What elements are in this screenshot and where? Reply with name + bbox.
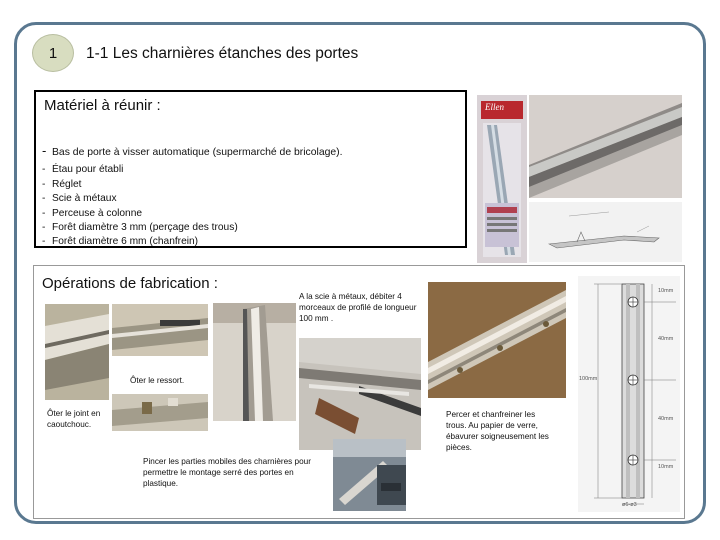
caption-joint: Ôter le joint en caoutchouc. [47,409,101,429]
material-box [34,90,467,248]
dimension-label: 10mm [658,288,674,294]
dimension-label: 100mm [579,376,598,382]
product-package-photo [477,95,527,263]
material-item: - Forêt diamètre 6 mm (chanfrein) [42,236,199,248]
material-item: - Réglet [42,178,82,190]
dimension-label: 10mm [658,464,674,470]
profile-cross-section-sketch [529,202,682,262]
dimension-label: 40mm [658,336,674,342]
material-item: - Scie à métaux [42,193,117,205]
operations-heading: Opérations de fabrication : [42,275,218,292]
technical-drawing [578,276,680,512]
vise-pinch-photo [333,439,406,511]
spring-removal-photo [112,304,208,356]
sawing-photo [299,338,421,450]
caption-pinch: Pincer les parties mobiles des charnières pour permettre le montage serré des portes en plastique. [143,457,311,488]
dimension-label: ø6-ø3 [622,502,637,508]
material-list [42,144,343,250]
caption-spring: Ôter le ressort. [130,376,185,385]
profile-photo-1 [45,304,109,400]
material-item: - Étau pour établi [42,164,124,176]
joint-removal-photo [112,394,208,431]
material-item: - Perceuse à colonne [42,207,143,219]
page-title: 1-1 Les charnières étanches des portes [86,45,359,62]
dimension-label: 40mm [658,416,674,422]
door-profile-photo [529,95,682,198]
caption-drill: Percer et chanfreiner les trous. Au papier de verre, ébavurer soigneusement les pièces. [446,410,549,452]
package-brand: Ellen [485,102,504,112]
material-item: - Forêt diamètre 3 mm (perçage des trous) [42,222,238,234]
material-heading: Matériel à réunir : [44,97,161,114]
drilled-profile-photo [428,282,566,398]
step-number: 1 [48,44,58,62]
material-item: - Bas de porte à visser automatique (supermarché de bricolage). [42,143,343,158]
caption-saw: A la scie à métaux, débiter 4 morceaux de profilé de longueur 100 mm . [299,292,417,323]
step-number-badge [32,34,74,72]
vertical-profile-photo [213,303,296,421]
